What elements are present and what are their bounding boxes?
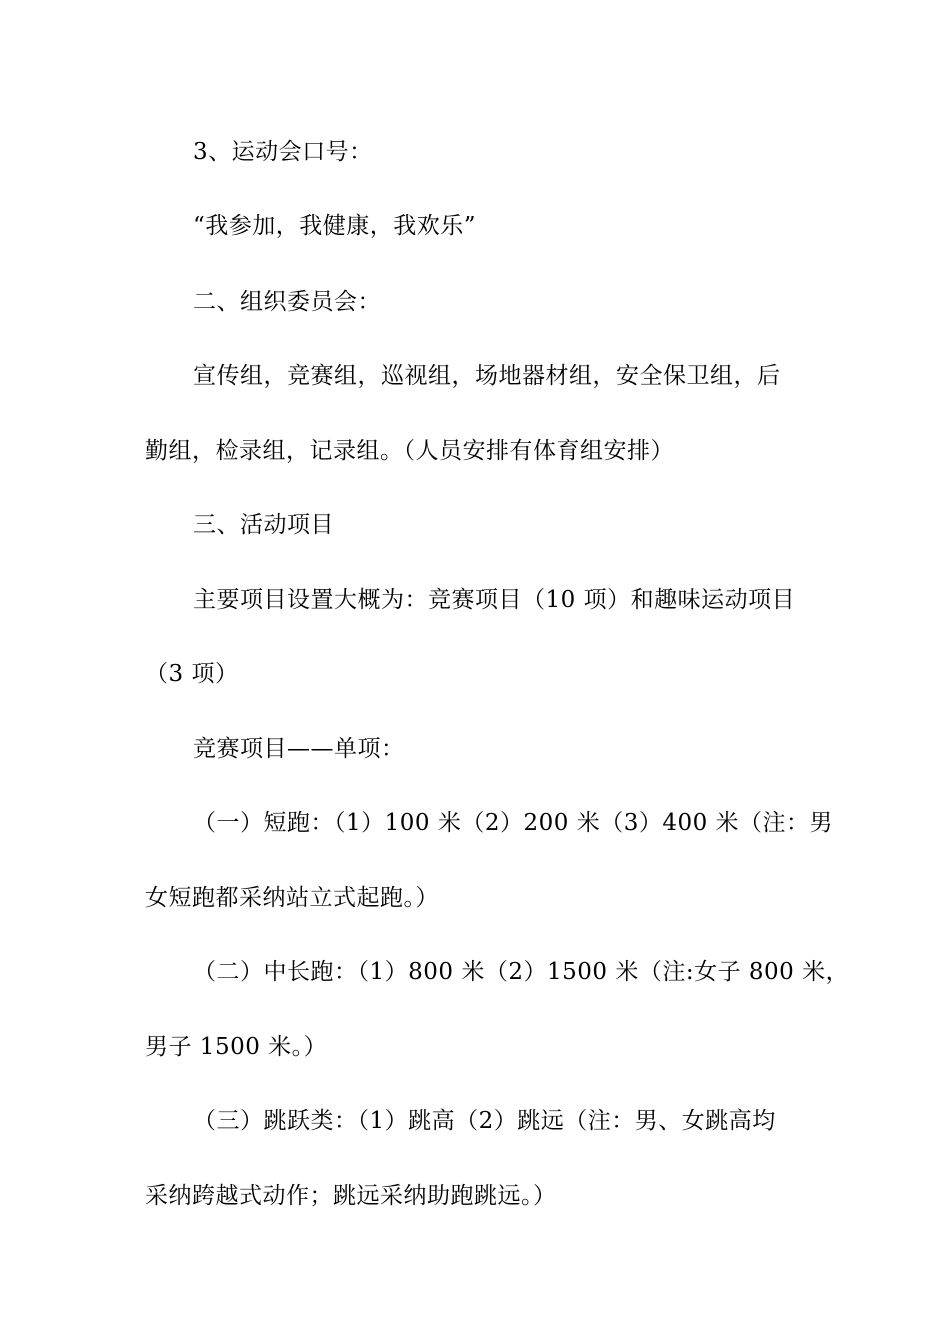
activities-text-line-2: （3 项） [145,661,239,687]
slogan-heading: 3、运动会口号： [193,139,373,165]
middle-distance-text-line-2: 男子 1500 米。） [145,1034,328,1060]
section-heading-committee: 二、组织委员会： [193,289,381,315]
jumping-text-line-1: （三）跳跃类：（1）跳高（2）跳远（注：男、女跳高均 [193,1108,776,1134]
activities-text-line-1: 主要项目设置大概为：竞赛项目（10 项）和趣味运动项目 [193,587,796,613]
sprint-text-line-2: 女短跑都采纳站立式起跑。） [145,885,439,911]
committee-text-line-2: 勤组，检录组，记录组。（人员安排有体育组安排） [145,438,674,464]
slogan-text: “我参加，我健康，我欢乐” [193,213,477,239]
competition-heading: 竞赛项目——单项： [193,736,405,762]
section-heading-activities: 三、活动项目 [193,512,334,538]
sprint-text-line-1: （一）短跑：（1）100 米（2）200 米（3）400 米（注：男 [193,810,834,836]
jumping-text-line-2: 采纳跨越式动作；跳远采纳助跑跳远。） [145,1183,557,1209]
middle-distance-text-line-1: （二）中长跑：（1）800 米（2）1500 米（注:女子 800 米， [193,959,850,985]
committee-text-line-1: 宣传组，竞赛组，巡视组，场地器材组，安全保卫组，后 [193,363,781,389]
